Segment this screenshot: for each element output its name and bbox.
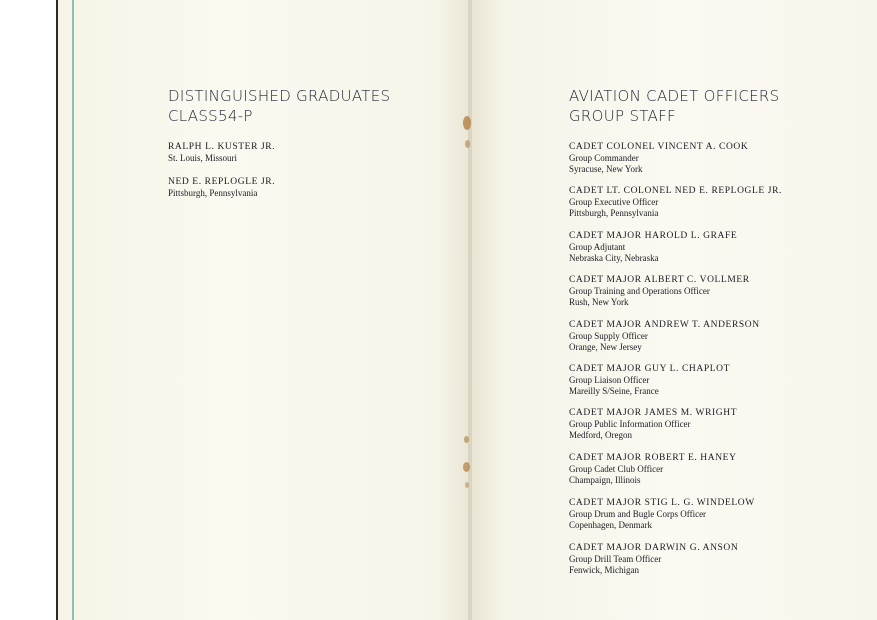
officer-entry xyxy=(569,498,755,531)
officer-entry xyxy=(569,364,730,397)
officer-entry xyxy=(569,543,738,576)
heading-line-1: DISTINGUISHED GRADUATES xyxy=(168,87,391,105)
officer-location: Pittsburgh, Pennsylvania xyxy=(569,208,659,218)
page-edge-shadow xyxy=(72,0,74,620)
distinguished-graduates-heading xyxy=(168,86,390,126)
cadet-officers-heading xyxy=(569,86,779,126)
staple-stain-bottom-2 xyxy=(463,462,470,472)
officer-position: Group Liaison Officer xyxy=(569,375,650,385)
officer-location: Medford, Oregon xyxy=(569,430,632,440)
officer-entry xyxy=(569,275,750,308)
officer-location: Nebraska City, Nebraska xyxy=(569,253,659,263)
officer-name: CADET MAJOR STIG L. G. WINDELOW xyxy=(569,498,755,508)
graduate-location: Pittsburgh, Pennsylvania xyxy=(168,188,258,198)
officer-position: Group Public Information Officer xyxy=(569,419,691,429)
heading-line-1: AVIATION CADET OFFICERS xyxy=(569,87,780,105)
officer-entry xyxy=(569,408,737,441)
officer-name: CADET COLONEL VINCENT A. COOK xyxy=(569,142,749,152)
officer-position: Group Executive Officer xyxy=(569,197,659,207)
officer-position: Group Training and Operations Officer xyxy=(569,286,710,296)
officer-location: Rush, New York xyxy=(569,297,629,307)
officer-position: Group Drill Team Officer xyxy=(569,554,662,564)
staple-stain-top-small xyxy=(465,140,470,148)
graduate-location: St. Louis, Missouri xyxy=(168,153,238,163)
officer-name: CADET MAJOR ROBERT E. HANEY xyxy=(569,453,737,463)
officer-name: CADET MAJOR GUY L. CHAPLOT xyxy=(569,364,731,374)
scan-margin xyxy=(0,0,56,620)
officer-name: CADET MAJOR DARWIN G. ANSON xyxy=(569,543,739,553)
graduate-name: RALPH L. KUSTER JR. xyxy=(168,142,276,152)
officer-location: Mareilly S/Seine, France xyxy=(569,386,659,396)
officer-name: CADET MAJOR ALBERT C. VOLLMER xyxy=(569,275,750,285)
officer-location: Fenwick, Michigan xyxy=(569,565,639,575)
officer-location: Syracuse, New York xyxy=(569,164,643,174)
officer-position: Group Supply Officer xyxy=(569,331,648,341)
officer-location: Copenhagen, Denmark xyxy=(569,520,652,530)
officer-position: Group Cadet Club Officer xyxy=(569,464,664,474)
officer-name: CADET MAJOR JAMES M. WRIGHT xyxy=(569,408,738,418)
officer-name: CADET LT. COLONEL NED E. REPLOGLE JR. xyxy=(569,186,782,196)
staple-stain-top xyxy=(463,116,471,130)
officer-entry xyxy=(569,320,760,353)
heading-line-2: GROUP STAFF xyxy=(569,107,676,125)
officer-position: Group Adjutant xyxy=(569,242,626,252)
officer-name: CADET MAJOR ANDREW T. ANDERSON xyxy=(569,320,760,330)
officer-location: Champaign, Illinois xyxy=(569,475,641,485)
graduate-entry xyxy=(168,177,275,199)
officer-position: Group Drum and Bugle Corps Officer xyxy=(569,509,707,519)
officer-location: Orange, New Jersey xyxy=(569,342,642,352)
staple-stain-bottom xyxy=(464,436,469,443)
staple-stain-bottom-3 xyxy=(465,482,469,488)
center-gutter xyxy=(468,0,472,620)
officer-entry xyxy=(569,453,737,486)
officer-entry xyxy=(569,142,748,175)
officer-position: Group Commander xyxy=(569,153,639,163)
officer-entry xyxy=(569,186,782,219)
heading-line-2: CLASS54-P xyxy=(168,107,253,125)
officer-name: CADET MAJOR HAROLD L. GRAFE xyxy=(569,231,738,241)
officer-entry xyxy=(569,231,737,264)
graduate-entry xyxy=(168,142,275,164)
graduate-name: NED E. REPLOGLE JR. xyxy=(168,177,276,187)
